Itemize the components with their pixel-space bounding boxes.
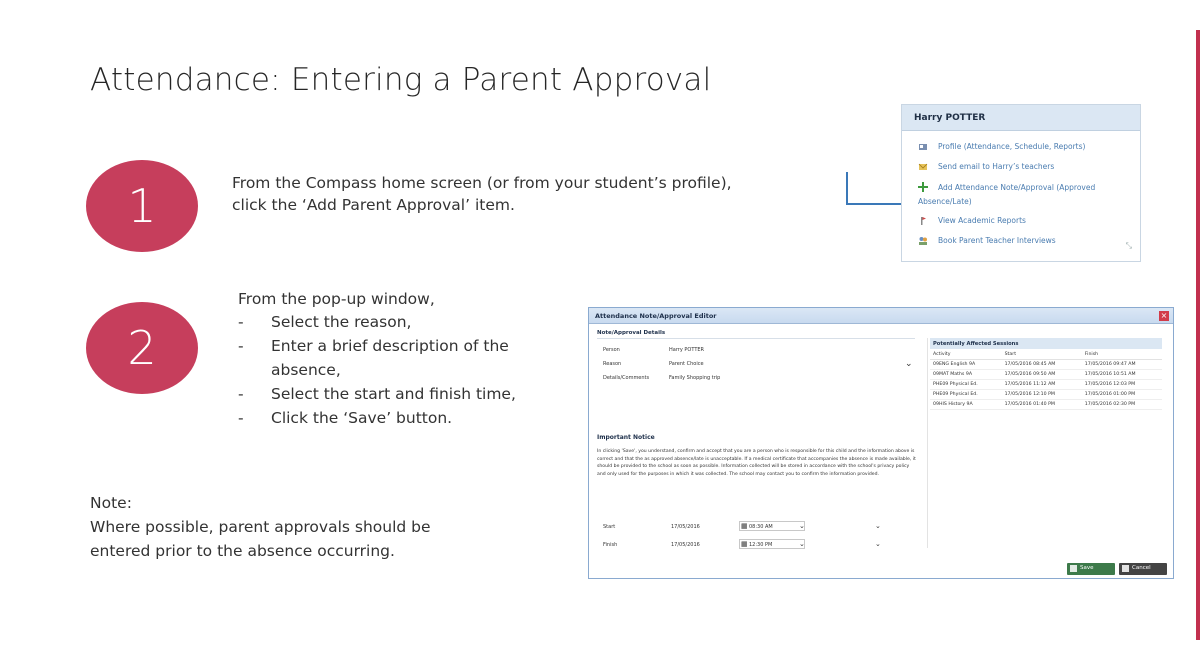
chevron-down-icon[interactable]: ⌄	[799, 522, 805, 530]
step-1-instructions	[232, 172, 842, 216]
reason-select[interactable]: Reason Parent Choice ⌄	[603, 359, 913, 369]
connector-line	[846, 172, 848, 204]
save-icon	[1070, 565, 1077, 572]
list-item: - Enter a brief description of the absence,	[238, 337, 509, 379]
note-details-section	[597, 330, 915, 530]
step-2-bullets	[238, 310, 568, 430]
column-header: Start	[1002, 349, 1082, 360]
student-context-menu	[901, 104, 1141, 262]
chevron-down-icon[interactable]: ⌄	[905, 359, 913, 369]
column-header: Activity	[930, 349, 1002, 360]
important-notice-heading: Important Notice	[597, 434, 655, 441]
page-title: Attendance: Entering a Parent Approval	[90, 62, 712, 98]
table-row: 09ENG English 9A 17/05/2016 08:45 AM 17/05/2016 09:47 AM	[930, 360, 1162, 370]
affected-sessions-heading: Potentially Affected Sessions	[930, 338, 1162, 349]
report-icon	[918, 216, 928, 226]
finish-time-row: Finish 17/05/2016 ▦ 12:30 PM ⌄ ⌄	[603, 540, 881, 548]
step-2-instructions	[238, 288, 568, 430]
list-item: - Select the reason,	[238, 313, 412, 331]
right-accent-bar	[1196, 30, 1200, 640]
step-2-intro: From the pop-up window,	[238, 290, 435, 308]
chevron-down-icon[interactable]: ⌄	[875, 522, 881, 530]
dialog-title: Attendance Note/Approval Editor	[589, 308, 1173, 324]
cancel-button[interactable]: Cancel	[1119, 563, 1167, 575]
details-heading: Note/Approval Details	[597, 330, 915, 339]
menu-item-email[interactable]: Send email to Harry’s teachers	[902, 157, 1140, 177]
table-row: PHE09 Physical Ed. 17/05/2016 11:12 AM 17/05/2016 12:03 PM	[930, 380, 1162, 390]
start-time-row: Start 17/05/2016 ▦ 08:30 AM ⌄ ⌄	[603, 522, 881, 530]
menu-item-academic-reports[interactable]: View Academic Reports	[902, 211, 1140, 231]
table-row: 09MAT Maths 9A 17/05/2016 09:50 AM 17/05/2016 10:51 AM	[930, 370, 1162, 380]
step-1-line-2: click the ‘Add Parent Approval’ item.	[232, 196, 515, 214]
interview-icon	[918, 236, 928, 246]
calendar-icon[interactable]: ▦	[741, 522, 748, 530]
start-date-field[interactable]: 17/05/2016	[671, 524, 700, 530]
table-row: 09HIS History 9A 17/05/2016 01:40 PM 17/05/2016 02:30 PM	[930, 400, 1162, 410]
cancel-icon	[1122, 565, 1129, 572]
email-icon	[918, 162, 928, 172]
menu-student-name: Harry POTTER	[902, 105, 1140, 131]
menu-item-profile[interactable]: Profile (Attendance, Schedule, Reports)	[902, 137, 1140, 157]
finish-date-field[interactable]: 17/05/2016	[671, 542, 700, 548]
profile-icon	[918, 142, 928, 152]
note-line-1: Where possible, parent approvals should be	[90, 518, 431, 536]
resize-handle-icon: ⤡	[1125, 241, 1132, 250]
person-row: Person Harry POTTER	[603, 347, 704, 353]
step-1-line-1: From the Compass home screen (or from your student’s profile),	[232, 174, 732, 192]
attendance-note-dialog	[588, 307, 1174, 579]
save-button[interactable]: Save	[1067, 563, 1115, 575]
table-row: PHE09 Physical Ed. 17/05/2016 12:10 PM 17/05/2016 01:00 PM	[930, 390, 1162, 400]
list-item: - Select the start and finish time,	[238, 385, 516, 403]
connector-line	[846, 203, 908, 205]
menu-item-parent-teacher-interviews[interactable]: Book Parent Teacher Interviews	[902, 231, 1140, 251]
affected-sessions-panel	[927, 338, 1165, 548]
calendar-icon[interactable]: ▦	[741, 540, 748, 548]
note-line-2: entered prior to the absence occurring.	[90, 542, 395, 560]
start-time-field[interactable]: 08:30 AM	[749, 524, 773, 530]
menu-item-add-attendance-note[interactable]: Add Attendance Note/Approval (Approved Absence/Late)	[918, 183, 1096, 206]
details-field[interactable]: Details/Comments Family Shopping trip	[603, 375, 721, 381]
step-2-badge: 2	[86, 302, 198, 394]
step-1-badge: 1	[86, 160, 198, 252]
note-block	[90, 491, 530, 563]
list-item: - Click the ‘Save’ button.	[238, 409, 453, 427]
chevron-down-icon[interactable]: ⌄	[875, 540, 881, 548]
finish-time-field[interactable]: 12:30 PM	[749, 542, 773, 548]
column-header: Finish	[1082, 349, 1162, 360]
important-notice-text: In clicking 'Save', you understand, confirm and accept that you are a person who is responsible for this child and the information above is correct and that the as approved absence/late is unacceptable. If a medical certificate that accompanies the absence is made available, it should be provided to the school as soon as possible. Information collected will be stored in accordance with the school's privacy policy and only used for the purposes in which it was collected. The school may contact you to confirm the information provided.	[597, 449, 916, 477]
table-header-row	[930, 349, 1162, 360]
note-label: Note:	[90, 494, 132, 512]
plus-icon	[918, 182, 928, 192]
affected-sessions-table	[930, 349, 1162, 410]
close-icon[interactable]: ×	[1160, 311, 1168, 320]
chevron-down-icon[interactable]: ⌄	[799, 540, 805, 548]
